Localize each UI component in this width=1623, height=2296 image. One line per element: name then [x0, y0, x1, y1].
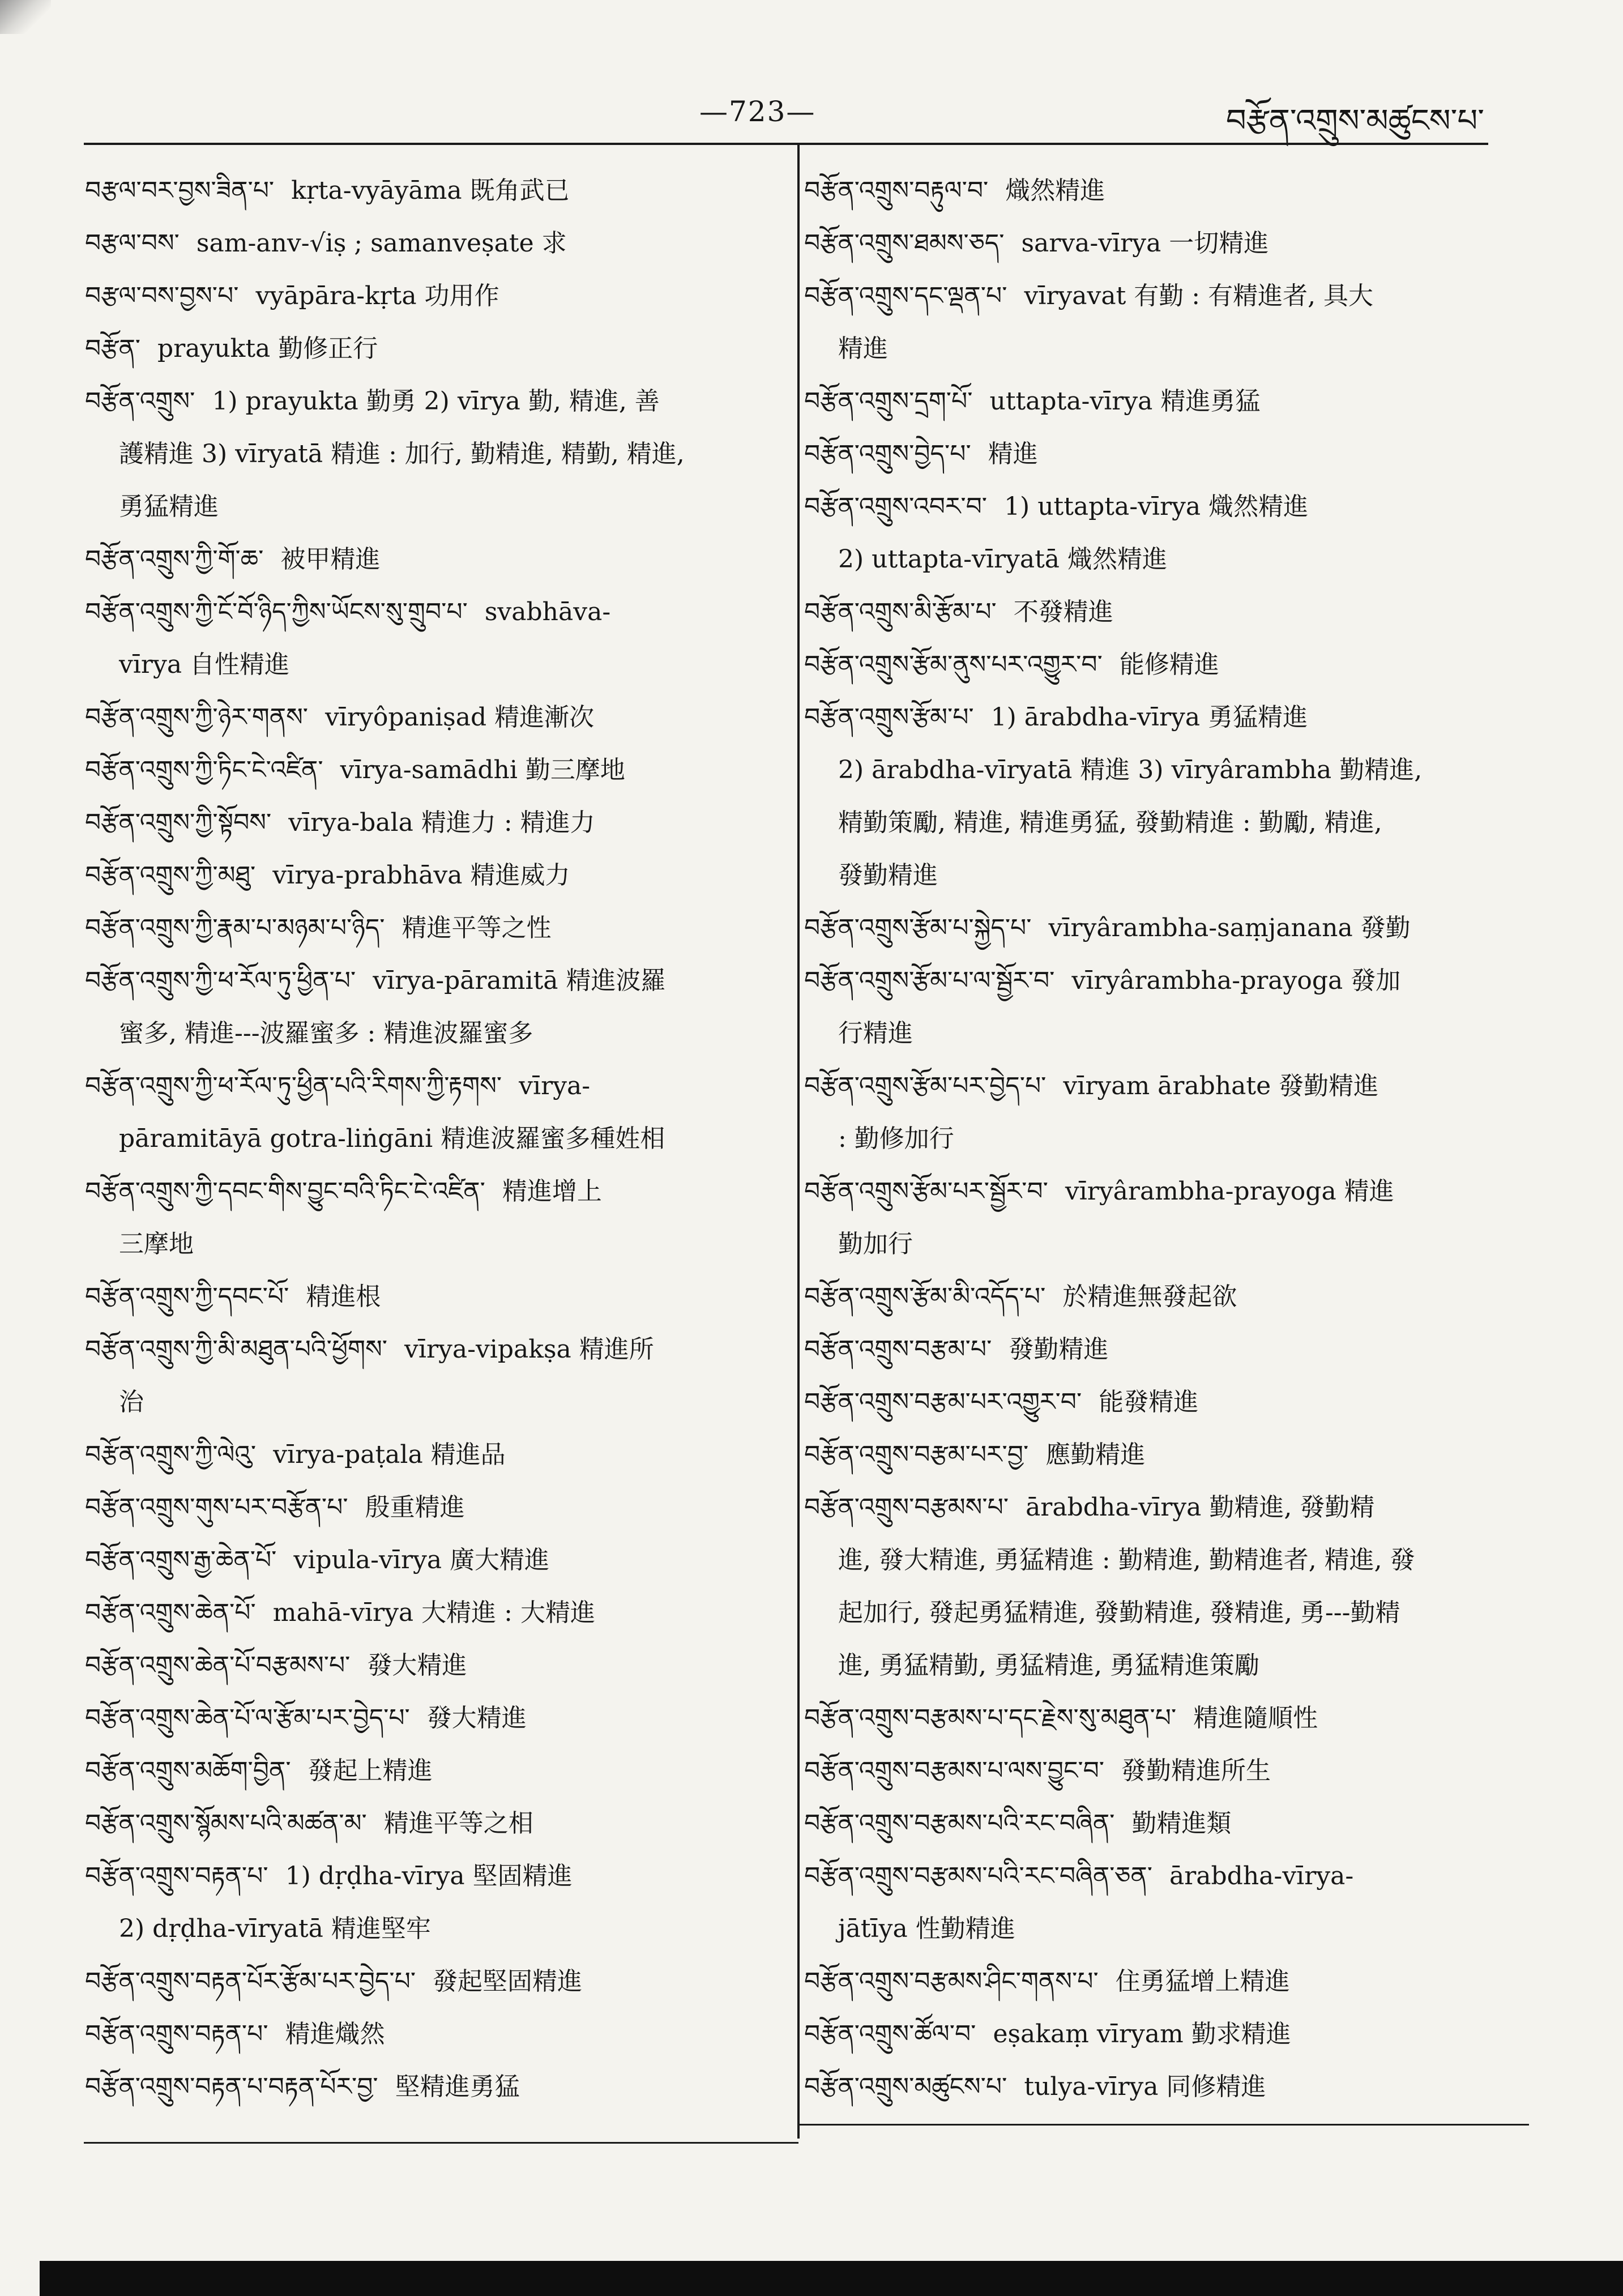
entry-definition: 堅精進勇猛 [395, 2072, 520, 2101]
entry-definition: sam-anv-√iṣ ; samanveṣate 求 [196, 229, 567, 258]
tibetan-headword: བརྩོན་འགྲུས་ཀྱི་དབང་པོ་ [85, 1282, 289, 1311]
dictionary-entry [804, 217, 1529, 270]
entry-definition: vīryam ārabhate 發勤精進 [1063, 1072, 1379, 1100]
tibetan-headword: བརྩོན་འགྲུས་ཀྱི་མི་མཐུན་པའི་ཕྱོགས་ [85, 1335, 388, 1364]
dictionary-entry [804, 1850, 1529, 1902]
dictionary-entry [85, 1060, 781, 1112]
entry-continuation: 2) ārabdha-vīryatā 精進 3) vīryârambha 勤精進, [838, 756, 1423, 784]
tibetan-headword: བརྩོན་འགྲུས་ཀྱི་ཕ་རོལ་ཏུ་ཕྱིན་པ་ [85, 966, 356, 995]
entry-definition: 殷重精進 [365, 1493, 465, 1522]
dictionary-entry [804, 1428, 1529, 1481]
right-column [804, 164, 1529, 2113]
header-rule [84, 143, 1488, 145]
tibetan-headword: བརྩོན་འགྲུས་ཆེན་པོ་ལ་རྩོམ་པར་བྱེད་པ་ [85, 1704, 410, 1732]
dictionary-entry [804, 1692, 1529, 1744]
dictionary-entry [85, 586, 781, 638]
tibetan-headword: བརྩོན་འགྲུས་ཆེན་པོ་བརྩམས་པ་ [85, 1651, 351, 1680]
entry-definition: vīrya-pāramitā 精進波羅 [373, 966, 666, 995]
tibetan-headword: བརྩོན་འགྲུས་དང་ལྡན་པ་ [804, 281, 1007, 310]
dictionary-entry [804, 270, 1529, 322]
dictionary-entry [85, 1481, 781, 1534]
entry-continuation: 2) uttapta-vīryatā 熾然精進 [838, 545, 1167, 574]
entry-continuation: 勇猛精進 [119, 492, 219, 521]
tibetan-headword: བརྩོན་འགྲུས་ཀྱི་ཉེར་གནས་ [85, 703, 309, 732]
tibetan-headword: བརྩལ་བས་བྱས་པ་ [85, 281, 239, 310]
dictionary-entry [804, 375, 1529, 428]
entry-continuation: 三摩地 [119, 1230, 194, 1258]
tibetan-headword: བརྩོན་འགྲུས་བརྟན་པ་བརྟན་པོར་བྱ་ [85, 2072, 378, 2101]
entry-definition: tulya-vīrya 同修精進 [1024, 2072, 1266, 2101]
dictionary-entry [804, 2060, 1529, 2113]
dictionary-entry [804, 1060, 1529, 1112]
dictionary-entry [804, 1797, 1529, 1850]
entry-continuation: 治 [119, 1388, 144, 1416]
dictionary-entry [85, 322, 781, 375]
footer-rule-right [798, 2124, 1529, 2126]
dictionary-entry [804, 1165, 1529, 1218]
dictionary-entry [85, 1692, 781, 1744]
dictionary-entry [85, 1797, 781, 1850]
tibetan-headword: བརྩོན་འགྲུས་བརྩམས་པ་དང་རྗེས་སུ་མཐུན་པ་ [804, 1704, 1177, 1732]
entry-definition: 1) prayukta 勤勇 2) vīrya 勤, 精進, 善 [212, 387, 660, 416]
dictionary-entry [804, 1270, 1529, 1323]
entry-definition: svabhāva- [484, 598, 611, 626]
dictionary-entry [804, 1481, 1529, 1534]
tibetan-headword: བརྩོན་འགྲུས་སྙོམས་པའི་མཚན་མ་ [85, 1809, 367, 1838]
entry-continuation: vīrya 自性精進 [119, 650, 290, 679]
tibetan-headword: བརྩོན་འགྲུས་མཚུངས་པ་ [804, 2072, 1007, 2101]
dictionary-entry [804, 428, 1529, 480]
dictionary-entry [804, 1323, 1529, 1376]
dictionary-entry [85, 849, 781, 902]
dictionary-entry [85, 744, 781, 796]
tibetan-headword: བརྩོན་འགྲུས་བརྟུལ་བ་ [804, 176, 989, 205]
entry-continuation: 精勤策勵, 精進, 精進勇猛, 發勤精進 : 勤勵, 精進, [838, 808, 1382, 837]
dictionary-entry [85, 954, 781, 1007]
entry-definition: 發勤精進所生 [1121, 1756, 1271, 1785]
entry-continuation: 進, 勇猛精勤, 勇猛精進, 勇猛精進策勵 [838, 1651, 1259, 1680]
entry-definition: sarva-vīrya 一切精進 [1021, 229, 1269, 258]
entry-continuation: 進, 發大精進, 勇猛精進 : 勤精進, 勤精進者, 精進, 發 [838, 1546, 1415, 1574]
entry-definition: vīrya-prabhāva 精進威力 [272, 861, 570, 890]
dictionary-entry [804, 954, 1529, 1007]
entry-definition: 於精進無發起欲 [1062, 1282, 1237, 1311]
entry-definition: 1) ārabdha-vīrya 勇猛精進 [990, 703, 1308, 732]
tibetan-headword: བརྩོན་འགྲུས་རྩོམ་མི་འདོད་པ་ [804, 1282, 1046, 1311]
tibetan-headword: བརྩོན་འགྲུས་དྲག་པོ་ [804, 387, 973, 416]
entry-definition: vīrya-vipakṣa 精進所 [404, 1335, 654, 1364]
tibetan-headword: བརྩོན་འགྲུས་བརྩམས་པའི་རང་བཞིན་ [804, 1809, 1115, 1838]
entry-definition: 發大精進 [367, 1651, 467, 1680]
entry-continuation: 勤加行 [838, 1230, 913, 1258]
dictionary-entry [85, 691, 781, 744]
dictionary-entry [804, 1955, 1529, 2008]
entry-definition: vyāpāra-kṛta 功用作 [255, 281, 499, 310]
entry-definition: ārabdha-vīrya 勤精進, 發勤精 [1026, 1493, 1375, 1522]
tibetan-headword: བརྩོན་ [85, 334, 141, 363]
entry-continuation: : 勤修加行 [838, 1124, 954, 1153]
dictionary-entry [804, 638, 1529, 691]
dictionary-entry [85, 2060, 781, 2113]
entry-definition: 被甲精進 [280, 545, 381, 574]
entry-definition: 發起堅固精進 [433, 1967, 583, 1996]
tibetan-headword: བརྩོན་འགྲུས་བརྟན་པོར་རྩོམ་པར་བྱེད་པ་ [85, 1967, 416, 1996]
entry-continuation: 行精進 [838, 1019, 913, 1048]
tibetan-headword: བརྩོན་འགྲུས་གུས་པར་བརྩོན་པ་ [85, 1493, 348, 1522]
dictionary-entry [804, 691, 1529, 744]
entry-definition: 能發精進 [1099, 1388, 1199, 1416]
entry-definition: mahā-vīrya 大精進 : 大精進 [272, 1598, 595, 1627]
dictionary-entry [85, 1270, 781, 1323]
dictionary-entry [85, 902, 781, 954]
dictionary-entry [804, 586, 1529, 638]
tibetan-headword: བརྩོན་འགྲུས་རྩོམ་ནུས་པར་འགྱུར་བ་ [804, 650, 1103, 679]
left-column [85, 164, 781, 2113]
entry-definition: vipula-vīrya 廣大精進 [293, 1546, 550, 1574]
entry-definition: vīrya-bala 精進力 : 精進力 [288, 808, 595, 837]
tibetan-headword: བརྩོན་འགྲུས་མི་རྩོམ་པ་ [804, 598, 997, 626]
entry-continuation: 護精進 3) vīryatā 精進 : 加行, 勤精進, 精勤, 精進, [119, 439, 685, 468]
entry-definition: vīryârambha-prayoga 精進 [1065, 1177, 1394, 1206]
entry-definition: prayukta 勤修正行 [157, 334, 378, 363]
entry-continuation: 起加行, 發起勇猛精進, 發勤精進, 發精進, 勇---勤精 [838, 1598, 1400, 1627]
entry-definition: 發勤精進 [1009, 1335, 1109, 1364]
column-divider [797, 145, 800, 2139]
tibetan-headword: བརྩོན་འགྲུས་རྩོམ་པར་བྱེད་པ་ [804, 1072, 1047, 1100]
dictionary-entry [85, 533, 781, 586]
tibetan-headword: བརྩོན་འགྲུས་བརྩམས་པ་ལས་བྱུང་བ་ [804, 1756, 1105, 1785]
entry-definition: 精進平等之性 [402, 914, 552, 942]
entry-definition: 1) uttapta-vīrya 熾然精進 [1004, 492, 1309, 521]
tibetan-headword: བརྩོན་འགྲུས་ཀྱི་སྟོབས་ [85, 808, 272, 837]
tibetan-headword: བརྩལ་བས་ [85, 229, 180, 258]
tibetan-headword: བརྩོན་འགྲུས་ཀྱི་ལེའུ་ [85, 1440, 257, 1469]
entry-definition: vīrya- [519, 1072, 591, 1100]
tibetan-headword: བརྩོན་འགྲུས་རྩོམ་པ་སྐྱེད་པ་ [804, 914, 1032, 942]
entry-definition: 不發精進 [1013, 598, 1113, 626]
entry-definition: vīryârambha-saṃjanana 發勤 [1048, 914, 1411, 942]
entry-definition: vīryôpaniṣad 精進漸次 [325, 703, 595, 732]
dictionary-entry [85, 375, 781, 428]
dictionary-entry [85, 1850, 781, 1902]
tibetan-headword: བརྩོན་འགྲུས་ཐམས་ཅད་ [804, 229, 1005, 258]
entry-continuation: pāramitāyā gotra-liṅgāni 精進波羅蜜多種姓相 [119, 1124, 665, 1153]
entry-definition: 發大精進 [426, 1704, 527, 1732]
entry-continuation: 發勤精進 [838, 861, 938, 890]
tibetan-headword: བརྩོན་འགྲུས་ཚོལ་བ་ [804, 2020, 976, 2049]
entry-definition: vīryavat 有勤 : 有精進者, 具大 [1024, 281, 1374, 310]
dictionary-entry [85, 1639, 781, 1692]
dictionary-entry [85, 1744, 781, 1797]
tibetan-headword: བརྩོན་འགྲུས་རྩོམ་པར་སྦྱོར་བ་ [804, 1177, 1048, 1206]
entry-definition: 住勇猛增上精進 [1115, 1967, 1290, 1996]
dictionary-entry [85, 217, 781, 270]
entry-definition: 能修精進 [1119, 650, 1219, 679]
tibetan-headword: བརྩོན་འགྲུས་བརྟན་པ་ [85, 2020, 268, 2049]
dictionary-entry [85, 1323, 781, 1376]
scan-corner-mark [0, 0, 51, 34]
dictionary-entry [85, 796, 781, 849]
dictionary-entry [85, 2008, 781, 2060]
footer-rule-left [84, 2142, 798, 2144]
entry-definition: 精進熾然 [285, 2020, 385, 2049]
scan-bottom-band [40, 2261, 1623, 2296]
dictionary-entry [85, 270, 781, 322]
entry-definition: ārabdha-vīrya- [1169, 1862, 1354, 1890]
tibetan-headword: བརྩོན་འགྲུས་བརྩམས་པ་ [804, 1493, 1009, 1522]
entry-definition: vīryârambha-prayoga 發加 [1071, 966, 1401, 995]
tibetan-headword: བརྩོན་འགྲུས་བྱེད་པ་ [804, 439, 971, 468]
entry-definition: uttapta-vīrya 精進勇猛 [989, 387, 1261, 416]
entry-definition: kṛta-vyāyāma 既角武已 [291, 176, 570, 205]
tibetan-headword: བརྩོན་འགྲུས་འབར་བ་ [804, 492, 988, 521]
entry-continuation: 精進 [838, 334, 888, 363]
entry-definition: 精進增上 [502, 1177, 602, 1206]
dictionary-entry [804, 1376, 1529, 1428]
entry-definition: 精進 [988, 439, 1038, 468]
tibetan-headword: བརྩལ་བར་བྱས་ཟིན་པ་ [85, 176, 275, 205]
tibetan-headword: བརྩོན་འགྲུས་བརྟན་པ་ [85, 1862, 268, 1890]
tibetan-headword: བརྩོན་འགྲུས་ཀྱི་མཐུ་ [85, 861, 256, 890]
page-number: —723— [699, 95, 816, 128]
tibetan-headword: བརྩོན་འགྲུས་ [85, 387, 195, 416]
dictionary-entry [804, 2008, 1529, 2060]
entry-definition: vīrya-samādhi 勤三摩地 [340, 756, 625, 784]
dictionary-entry [85, 1428, 781, 1481]
running-head: བརྩོན་འགྲུས་མཚུངས་པ་ [1225, 103, 1484, 139]
tibetan-headword: བརྩོན་འགྲུས་ཀྱི་གོ་ཆ་ [85, 545, 264, 574]
entry-definition: 勤精進類 [1131, 1809, 1232, 1838]
tibetan-headword: བརྩོན་འགྲུས་རྩོམ་པ་ལ་སྦྱོར་བ་ [804, 966, 1055, 995]
tibetan-headword: བརྩོན་འགྲུས་བརྩམ་པར་བྱ་ [804, 1440, 1029, 1469]
dictionary-entry [804, 902, 1529, 954]
entry-definition: 熾然精進 [1005, 176, 1105, 205]
tibetan-headword: བརྩོན་འགྲུས་ཀྱི་ཕ་རོལ་ཏུ་ཕྱིན་པའི་རིགས་ཀྱི་རྟགས་ [85, 1072, 502, 1100]
tibetan-headword: བརྩོན་འགྲུས་ཀྱི་རྣམ་པ་མཉམ་པ་ཉིད་ [85, 914, 385, 942]
tibetan-headword: བརྩོན་འགྲུས་བརྩམ་པར་འགྱུར་བ་ [804, 1388, 1082, 1416]
entry-continuation: 蜜多, 精進---波羅蜜多 : 精進波羅蜜多 [119, 1019, 533, 1048]
dictionary-entry [85, 164, 781, 217]
entry-definition: 精進隨順性 [1193, 1704, 1318, 1732]
entry-definition: 精進根 [306, 1282, 381, 1311]
tibetan-headword: བརྩོན་འགྲུས་བརྩམས་ཤིང་གནས་པ་ [804, 1967, 1099, 1996]
tibetan-headword: བརྩོན་འགྲུས་བརྩམ་པ་ [804, 1335, 992, 1364]
dictionary-entry [804, 164, 1529, 217]
entry-continuation: 2) dṛḍha-vīryatā 精進堅牢 [119, 1914, 431, 1943]
tibetan-headword: བརྩོན་འགྲུས་ཆེན་པོ་ [85, 1598, 256, 1627]
dictionary-entry [85, 1165, 781, 1218]
dictionary-entry [85, 1955, 781, 2008]
tibetan-headword: བརྩོན་འགྲུས་རྒྱ་ཆེན་པོ་ [85, 1546, 277, 1574]
dictionary-entry [85, 1586, 781, 1639]
entry-definition: 精進平等之相 [383, 1809, 533, 1838]
tibetan-headword: བརྩོན་འགྲུས་ཀྱི་དབང་གིས་བྱུང་བའི་ཏིང་ངེ་འཛིན་ [85, 1177, 485, 1206]
entry-definition: vīrya-paṭala 精進品 [273, 1440, 506, 1469]
entry-definition: 應勤精進 [1045, 1440, 1146, 1469]
tibetan-headword: བརྩོན་འགྲུས་མཆོག་བྱིན་ [85, 1756, 291, 1785]
tibetan-headword: བརྩོན་འགྲུས་ཀྱི་ཏིང་ངེ་འཛིན་ [85, 756, 323, 784]
entry-definition: eṣakaṃ vīryam 勤求精進 [993, 2020, 1291, 2049]
entry-definition: 發起上精進 [307, 1756, 433, 1785]
entry-definition: 1) dṛḍha-vīrya 堅固精進 [285, 1862, 573, 1890]
tibetan-headword: བརྩོན་འགྲུས་རྩོམ་པ་ [804, 703, 974, 732]
dictionary-entry [804, 480, 1529, 533]
tibetan-headword: བརྩོན་འགྲུས་ཀྱི་ངོ་བོ་ཉིད་ཀྱིས་ཡོངས་སུ་གྲུབ་པ་ [85, 598, 468, 626]
tibetan-headword: བརྩོན་འགྲུས་བརྩམས་པའི་རང་བཞིན་ཅན་ [804, 1862, 1152, 1890]
entry-continuation: jātīya 性勤精進 [838, 1914, 1015, 1943]
dictionary-entry [85, 1534, 781, 1586]
dictionary-entry [804, 1744, 1529, 1797]
